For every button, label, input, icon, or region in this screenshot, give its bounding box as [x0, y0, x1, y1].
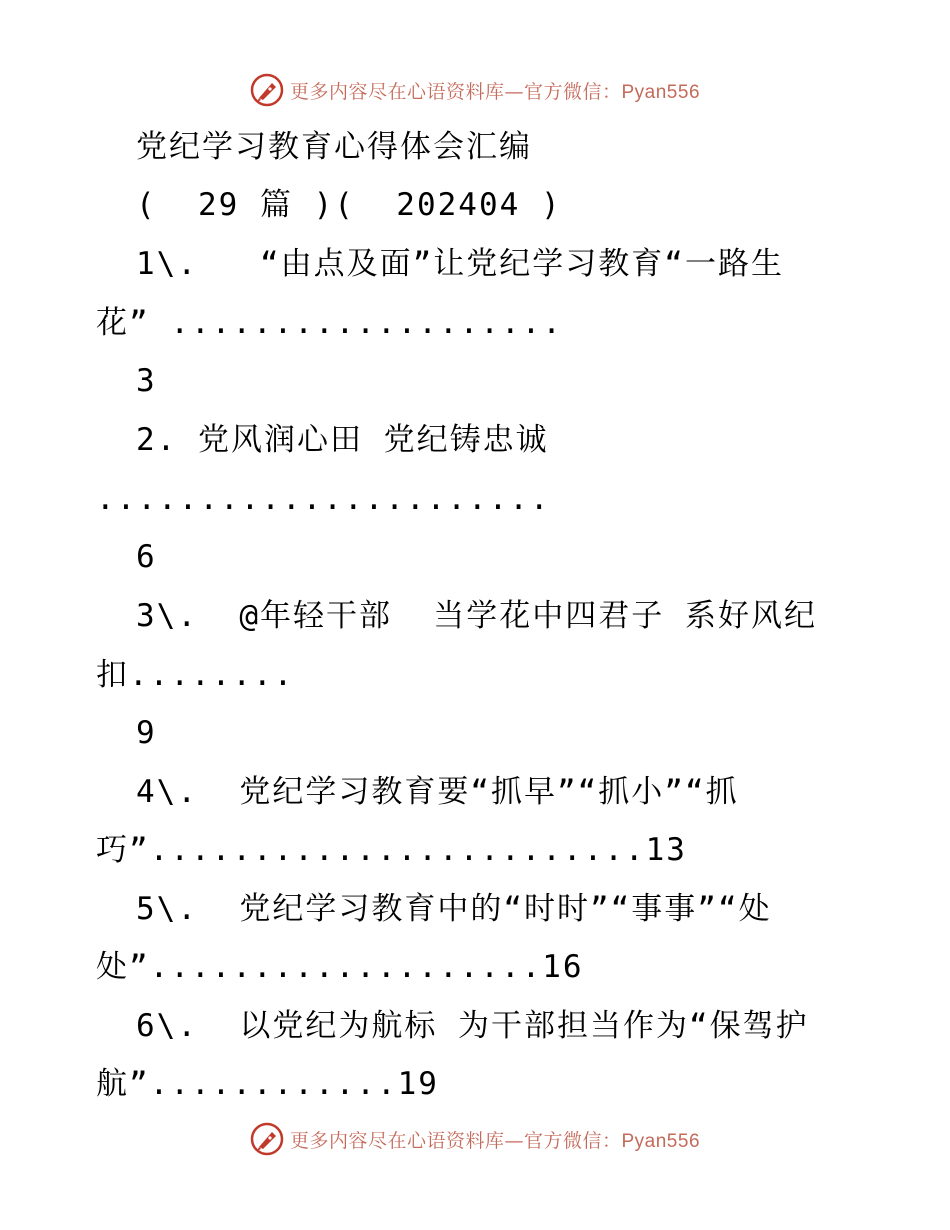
toc-entry-3-page: 9 — [136, 715, 157, 751]
wechat-id: Pyan556 — [621, 81, 701, 103]
toc-entry-2-line1: 2. 党风润心田 党纪铸忠诚 — [136, 422, 549, 458]
toc-entry-4-line1: 4\. 党纪学习教育要“抓早”“抓小”“抓 — [136, 774, 739, 810]
toc-entry-1-line2: 花” ................... — [96, 305, 563, 341]
document-subtitle: ( 29 篇 )( 202404 ) — [136, 187, 562, 223]
toc-entry-2-dots: ...................... — [96, 481, 551, 517]
toc-entry-3-line1: 3\. @年轻干部 当学花中四君子 系好风纪 — [136, 598, 817, 634]
banner-text: 更多内容尽在心语资料库—官方微信：Pyan556 — [289, 1129, 701, 1152]
toc-entry-5-line1: 5\. 党纪学习教育中的“时时”“事事”“处 — [136, 891, 772, 927]
document-title: 党纪学习教育心得体会汇编 — [136, 129, 532, 165]
toc-entry-6-line2: 航”............19 — [96, 1066, 439, 1102]
toc-entry-3-line2: 扣........ — [96, 657, 295, 693]
toc-entry-1-page: 3 — [136, 363, 157, 399]
wechat-id: Pyan556 — [621, 1130, 701, 1152]
toc-entry-4-line2: 巧”........................13 — [96, 832, 687, 868]
toc-entry-2-page: 6 — [136, 539, 157, 575]
toc-entry-5-line2: 处”...................16 — [96, 949, 584, 985]
banner-text: 更多内容尽在心语资料库—官方微信：Pyan556 — [289, 80, 701, 103]
toc-entry-1-line1: 1\. “由点及面”让党纪学习教育“一路生 — [136, 246, 784, 282]
toc-entry-6-line1: 6\. 以党纪为航标 为干部担当作为“保驾护 — [136, 1008, 809, 1044]
footer-watermark-banner — [0, 1119, 950, 1159]
fountain-pen-logo-icon — [250, 1122, 284, 1156]
